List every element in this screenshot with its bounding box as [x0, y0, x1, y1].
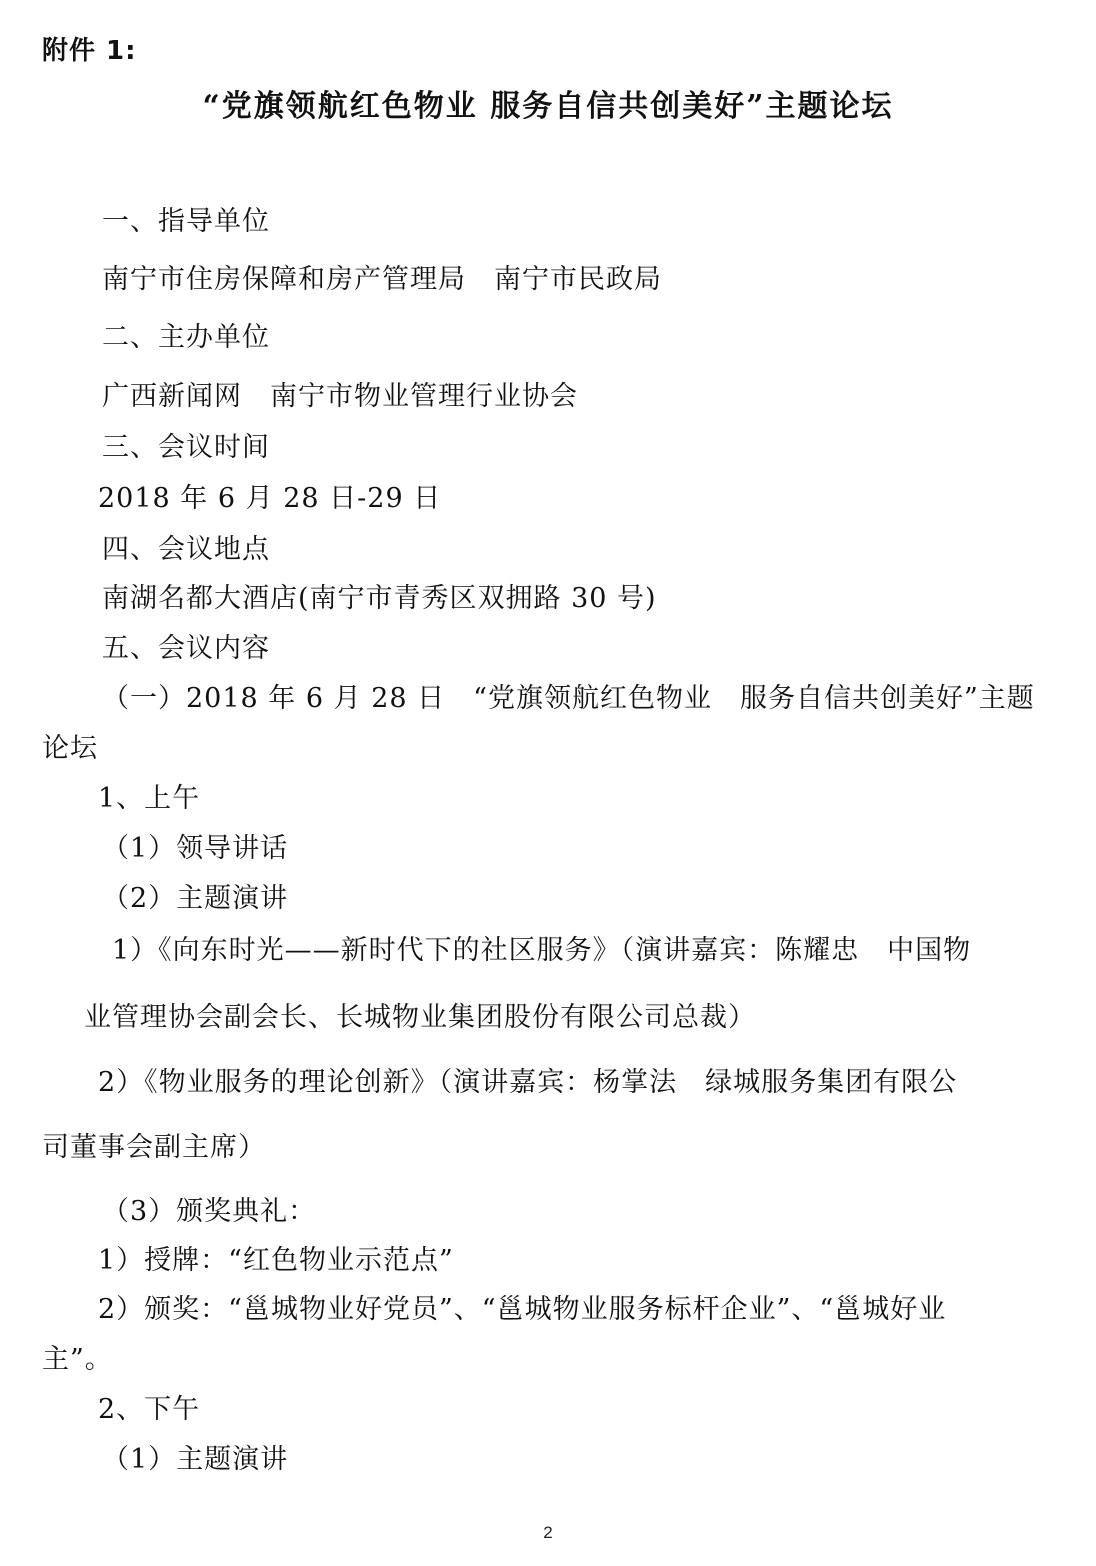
document-title: “党旗领航红色物业 服务自信共创美好”主题论坛 [202, 89, 894, 124]
afternoon-item-keynote: （1）主题演讲 [102, 1444, 289, 1475]
section-heading-organizers: 二、主办单位 [102, 322, 270, 353]
keynote-2-line-1: 2）《物业服务的理论创新》（演讲嘉宾：杨掌法 绿城服务集团有限公 [98, 1067, 958, 1098]
attachment-label: 附件 1: [42, 36, 137, 66]
morning-item-keynote: （2）主题演讲 [102, 883, 289, 914]
meeting-location: 南湖名都大酒店(南宁市青秀区双拥路 30 号) [102, 583, 657, 614]
award-plaque-item: 1）授牌：“红色物业示范点” [98, 1245, 454, 1276]
keynote-1-line-1: 1）《向东时光——新时代下的社区服务》（演讲嘉宾：陈耀忠 中国物 [112, 935, 972, 966]
forum-item-line-1: （一）2018 年 6 月 28 日 “党旗领航红色物业 服务自信共创美好”主题 [102, 683, 1035, 714]
section-heading-guidance: 一、指导单位 [102, 206, 270, 237]
section-heading-location: 四、会议地点 [102, 534, 270, 565]
section-heading-content: 五、会议内容 [102, 633, 270, 664]
afternoon-heading: 2、下午 [98, 1394, 201, 1425]
award-ceremony-heading: （3）颁奖典礼： [102, 1196, 317, 1227]
morning-item-speech: （1）领导讲话 [102, 833, 289, 864]
forum-item-line-2: 论坛 [42, 733, 98, 764]
page-number: 2 [543, 1523, 553, 1542]
section-heading-time: 三、会议时间 [102, 432, 270, 463]
keynote-1-line-2: 业管理协会副会长、长城物业集团股份有限公司总裁） [84, 1002, 756, 1033]
meeting-time: 2018 年 6 月 28 日-29 日 [98, 483, 442, 514]
organizer-units: 广西新闻网 南宁市物业管理行业协会 [102, 381, 578, 412]
guidance-units: 南宁市住房保障和房产管理局 南宁市民政局 [102, 264, 662, 295]
morning-heading: 1、上午 [98, 783, 201, 814]
keynote-2-line-2: 司董事会副主席） [42, 1132, 266, 1163]
award-prizes-line-1: 2）颁奖：“邕城物业好党员”、“邕城物业服务标杆企业”、“邕城好业 [98, 1294, 947, 1325]
award-prizes-line-2: 主”。 [42, 1344, 113, 1375]
